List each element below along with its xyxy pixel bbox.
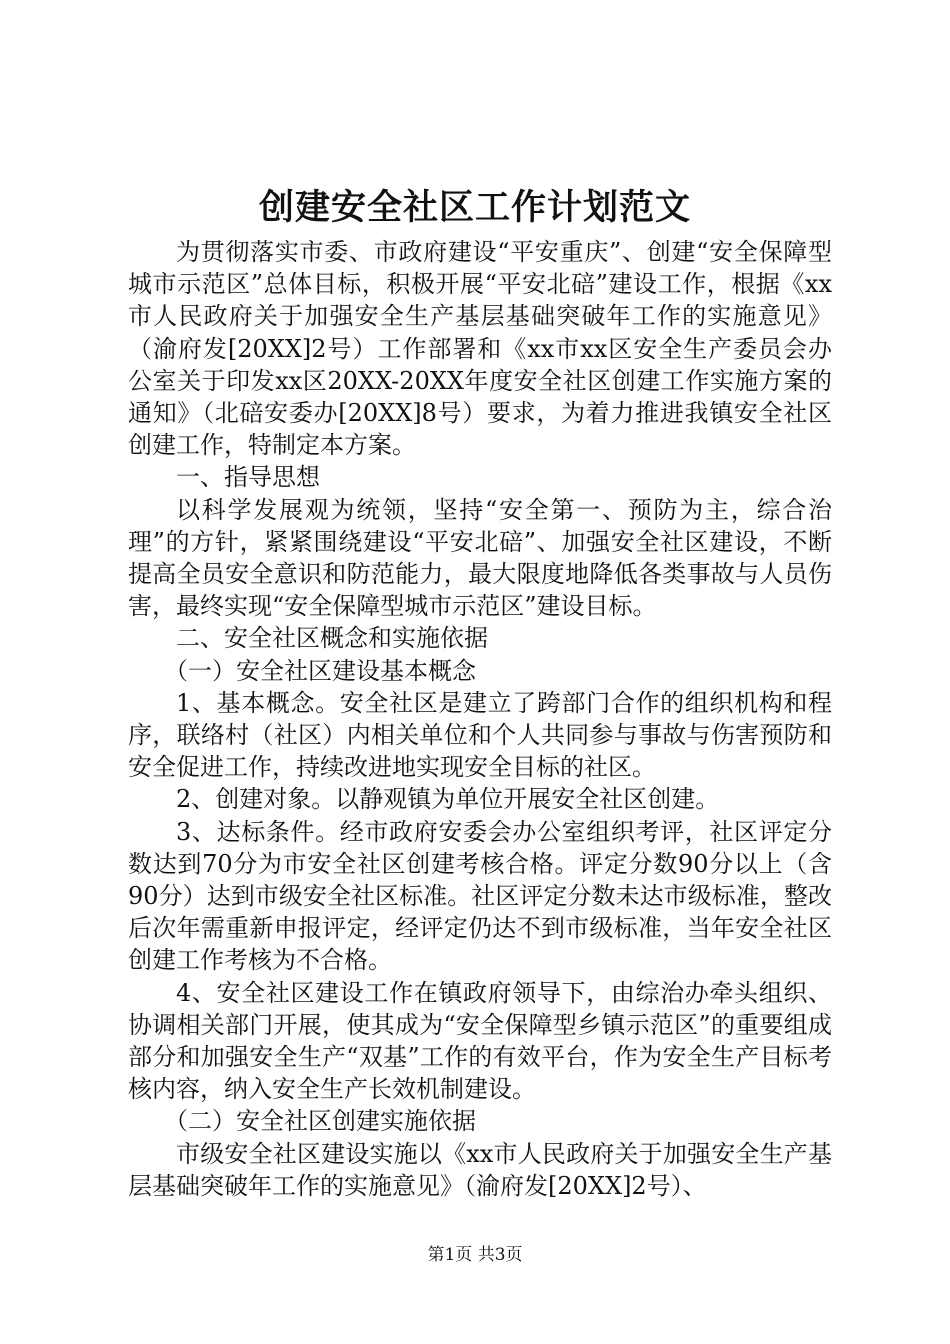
- implementation-basis-paragraph: 市级安全社区建设实施以《xx市人民政府关于加强安全生产基层基础突破年工作的实施意见》（渝府发[20XX]2号）、: [128, 1139, 832, 1200]
- section-heading-concept-basis: 二、安全社区概念和实施依据: [176, 624, 488, 653]
- intro-paragraph: 为贯彻落实市委、市政府建设“平安重庆”、创建“安全保障型城市示范区”总体目标，积极开展“平安北碚”建设工作，根据《xx市人民政府关于加强安全生产基层基础突破年工作的实施意见》（渝府发[20XX]2号）工作部署和《xx市xx区安全生产委员会办公室关于印发xx区20XX-20XX年度安全社区创建工作实施方案的通知》（北碚安委办[20XX]8号）要求，为着力推进我镇安全社区创建工作，特制定本方案。: [128, 238, 832, 460]
- subsection-heading-implementation-basis: （二）安全社区创建实施依据: [164, 1107, 476, 1136]
- document-title: 创建安全社区工作计划范文: [258, 187, 691, 228]
- standard-conditions-paragraph: 3、达标条件。经市政府安委会办公室组织考评，社区评定分数达到70分为市安全社区创建考核合格。评定分数90分以上（含90分）达到市级安全社区标准。社区评定分数未达市级标准，整改后次年需重新申报评定，经评定仍达不到市级标准，当年安全社区创建工作考核为不合格。: [128, 817, 832, 975]
- organization-paragraph: 4、安全社区建设工作在镇政府领导下，由综治办牵头组织、协调相关部门开展，使其成为“安全保障型乡镇示范区”的重要组成部分和加强安全生产“双基”工作的有效平台，作为安全生产目标考核内容，纳入安全生产长效机制建设。: [128, 978, 832, 1104]
- creation-target-paragraph: 2、创建对象。以静观镇为单位开展安全社区创建。: [176, 785, 720, 814]
- guiding-thought-paragraph: 以科学发展观为统领，坚持“安全第一、预防为主，综合治理”的方针，紧紧围绕建设“平安北碚”、加强安全社区建设，不断提高全员安全意识和防范能力，最大限度地降低各类事故与人员伤害，最终实现“安全保障型城市示范区”建设目标。: [128, 495, 832, 621]
- section-heading-guiding-thought: 一、指导思想: [176, 463, 320, 492]
- subsection-heading-basic-concept: （一）安全社区建设基本概念: [164, 656, 476, 685]
- page-number-footer: 第1页 共3页: [427, 1245, 523, 1265]
- basic-concept-paragraph: 1、基本概念。安全社区是建立了跨部门合作的组织机构和程序，联络村（社区）内相关单位和个人共同参与事故与伤害预防和安全促进工作，持续改进地实现安全目标的社区。: [128, 688, 832, 782]
- document-body: [128, 236, 832, 1202]
